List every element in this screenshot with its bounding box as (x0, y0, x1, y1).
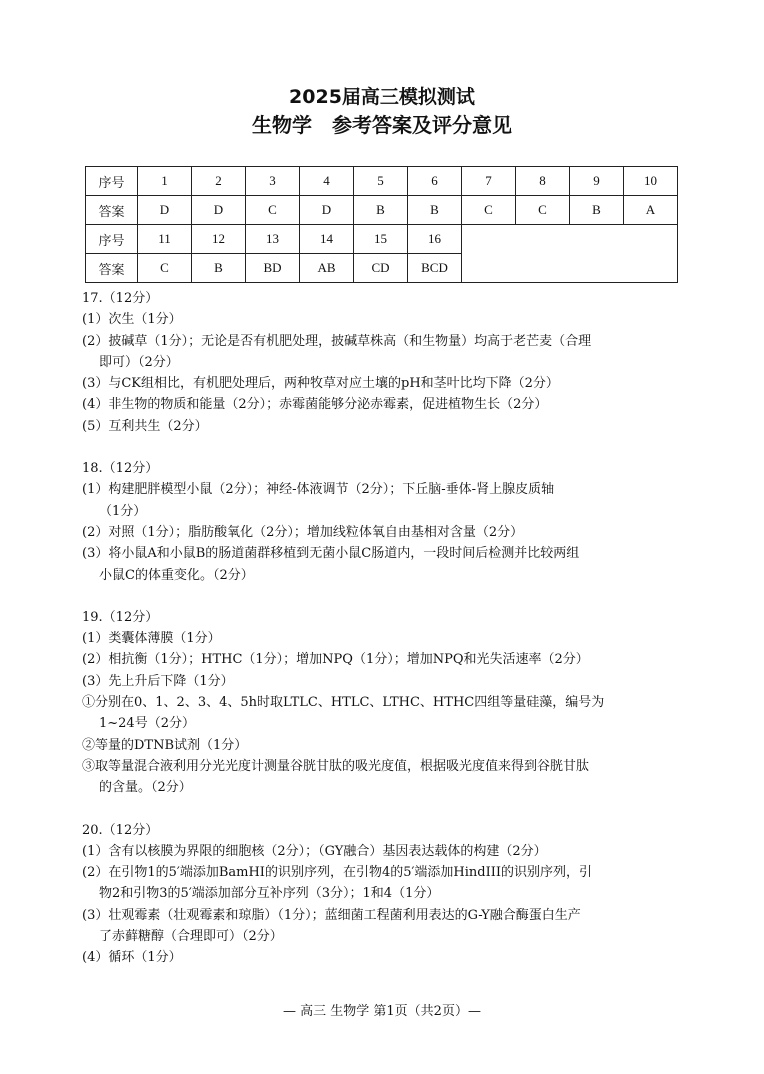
answer-line: (1）含有以核膜为界限的细胞核（2分）；（GY融合）基因表达载体的构建（2分） (82, 843, 547, 859)
table-cell: B (354, 196, 408, 225)
table-cell: B (570, 196, 624, 225)
answer-line: 小鼠C的体重变化。（2分） (99, 567, 254, 583)
table-row (86, 167, 678, 196)
answer-line: ③取等量混合液利用分光光度计测量谷胱甘肽的吸光度值，根据吸光度值来得到谷胱甘肽 (82, 758, 590, 774)
spacer (82, 586, 687, 607)
table-cell: AB (300, 254, 354, 283)
answer-body (82, 288, 687, 969)
answer-line: (3）先上升后下降（1分） (82, 673, 234, 689)
answer-line: (3）壮观霉素（壮观霉素和琼脂）（1分）；蓝细菌工程菌利用表达的G-Y融合酶蛋白生产 (82, 907, 581, 923)
table-cell: D (300, 196, 354, 225)
answer-line: 1~24号（2分） (99, 716, 195, 732)
answer-line: (4）非生物的物质和能量（2分）；赤霉菌能够分泌赤霉素，促进植物生长（2分） (82, 397, 548, 413)
answer-table (85, 166, 678, 283)
page-footer: — 高三 生物学 第1页（共2页）— (283, 1004, 481, 1019)
answer-line: (1）次生（1分） (82, 312, 182, 328)
table-cell: 15 (354, 225, 408, 254)
table-row (86, 196, 678, 225)
answer-line: 的含量。（2分） (99, 780, 192, 796)
table-cell: D (192, 196, 246, 225)
table-cell: 9 (570, 167, 624, 196)
spacer (82, 799, 687, 820)
answer-line: 物2和引物3的5′端添加部分互补序列（3分）；1和4（1分） (99, 886, 440, 902)
answer-line: 17.（12分） (82, 291, 159, 306)
table-cell: 4 (300, 167, 354, 196)
answer-line: (2）对照（1分）；脂肪酸氧化（2分）；增加线粒体氧自由基相对含量（2分） (82, 524, 524, 540)
table-cell: CD (354, 254, 408, 283)
answer-line: (1）类囊体薄膜（1分） (82, 631, 221, 647)
answer-line: （1分） (99, 503, 147, 519)
answer-line: (2）在引物1的5′端添加BamHI的识别序列，在引物4的5′端添加HindIII的识别序列，引 (82, 865, 593, 881)
answer-line: (3）将小鼠A和小鼠B的肠道菌群移植到无菌小鼠C肠道内，一段时间后检测并比较两组 (82, 546, 580, 562)
table-cell: 12 (192, 225, 246, 254)
answer-line: (2）披碱草（1分）；无论是否有机肥处理，披碱草株高（和生物量）均高于老芒麦（合理 (82, 333, 592, 349)
table-cell: 6 (408, 167, 462, 196)
table-cell: 2 (192, 167, 246, 196)
table-cell: 1 (138, 167, 192, 196)
answer-line: (5）互利共生（2分） (82, 418, 208, 434)
table-cell: B (408, 196, 462, 225)
answer-line: (1）构建肥胖模型小鼠（2分）；神经-体液调节（2分）；下丘脑-垂体-肾上腺皮质轴 (82, 482, 555, 498)
spacer (82, 437, 687, 458)
table-cell: D (138, 196, 192, 225)
answer-line: 20.（12分） (82, 822, 159, 838)
table-cell: BD (246, 254, 300, 283)
table-cell: BCD (408, 254, 462, 283)
table-cell: 答案 (86, 196, 138, 225)
table-cell: 序号 (86, 167, 138, 196)
answer-line: ①分别在0、1、2、3、4、5h时取LTLC、HTLC、LTHC、HTHC四组等量硅藻，编号为 (82, 695, 605, 711)
answer-line: (3）与CK组相比，有机肥处理后，两种牧草对应土壤的pH和茎叶比均下降（2分） (82, 376, 559, 392)
table-cell: 8 (516, 167, 570, 196)
table-cell: 7 (462, 167, 516, 196)
answer-line: (2）相抗衡（1分）；HTHC（1分）；增加NPQ（1分）；增加NPQ和光失活速率（2分） (82, 652, 589, 668)
table-cell: 5 (354, 167, 408, 196)
table-cell: B (192, 254, 246, 283)
table-cell: A (624, 196, 678, 225)
answer-line: 即可）（2分） (99, 354, 179, 370)
table-cell: 16 (408, 225, 462, 254)
answer-line: 了赤藓糖醇（合理即可）（2分） (99, 929, 283, 945)
table-cell: C (246, 196, 300, 225)
answer-line: (4）循环（1分） (82, 950, 182, 966)
answer-line: ②等量的DTNB试剂（1分） (82, 737, 248, 753)
document-subtitle: 生物学 参考答案及评分意见 (252, 113, 512, 137)
answer-line: 19.（12分） (82, 609, 159, 625)
table-cell: C (462, 196, 516, 225)
answer-line: 18.（12分） (82, 461, 159, 477)
document-title: 2025届高三模拟测试 (289, 86, 475, 108)
table-cell: 13 (246, 225, 300, 254)
table-cell: 3 (246, 167, 300, 196)
table-cell: 序号 (86, 225, 138, 254)
empty-cell (462, 225, 678, 283)
table-cell: 11 (138, 225, 192, 254)
table-cell: 答案 (86, 254, 138, 283)
table-cell: C (138, 254, 192, 283)
table-cell: C (516, 196, 570, 225)
table-cell: 10 (624, 167, 678, 196)
table-cell: 14 (300, 225, 354, 254)
table-row (86, 225, 678, 254)
